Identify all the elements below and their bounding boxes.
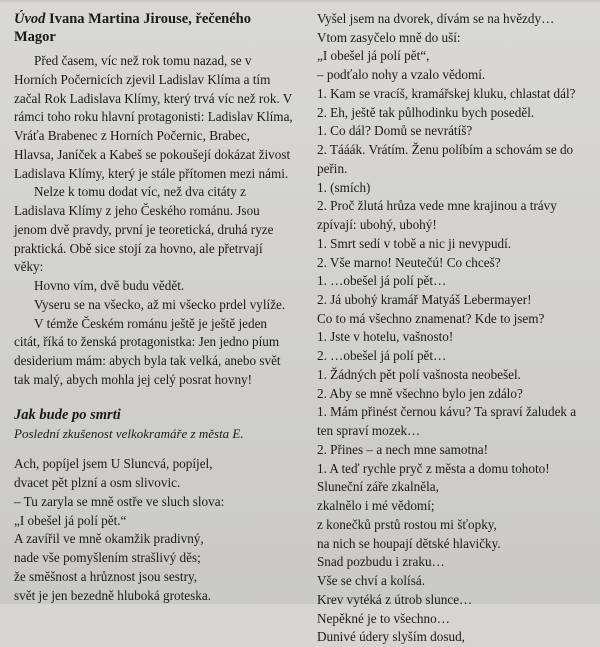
section-jak-bude-po-smrti [14,407,293,605]
poem-line: 1. Smrt sedí v tobě a nic ji nevypudí. [316,235,512,251]
poem-line: – podťalo nohy a vzalo vědomí. [316,67,486,83]
poem-line: 2. Přines – a nech mne samotna! [316,441,488,457]
poem-line: 1. Co dál? Domů se nevrátíš? [316,123,473,139]
section-heading-jak-bude-po-smrti: Jak bude po smrti [14,407,121,424]
poem-line: 2. Vše marno! Neutečú! Co chceš? [316,254,501,270]
poem-line: Co to má všechno znamenat? Kde to jsem? [316,310,545,326]
poem-line: nade vše pomyšlením strašlivý děs; [14,550,201,566]
paragraph-3: Hovno vím, dvě budu vědět. [34,278,185,294]
paragraph-5: V témže Českém románu ještě je ještě jeden citát, říká to ženská protagonistka: Jen jedno píum desiderium mám: abych byla tak velká, anebo svět tak malý, abych mohla jej celý posrat hovny! [14,315,281,387]
poem-line: Ach, popíjel jsem U Sluncvá, popíjel, [14,456,213,472]
poem-line: že směšnost a hrůznost jsou sestry, [14,568,198,584]
poem-line: 1. Mám přinést černou kávu? Ta spraví žaludek a ten spraví mozek… [316,404,580,439]
poem-line: Krev vytéká z útrob slunce… [316,591,473,607]
poem-line: z konečků prstů rostou mi šťopky, [316,516,497,532]
left-column [12,10,293,603]
poem-line: 1. Žádných pět polí vašnosta neobešel. [316,366,521,382]
poem-line: 2. …obešel já polí pět… [316,348,447,364]
paragraph-4: Vyseru se na všecko, až mi všecko prdel vylíže. [34,296,286,312]
poem-line: 2. Já ubohý kramář Matyáš Lebermayer! [316,292,532,308]
poem-line: 1. Jste v hotelu, vašnosto! [316,329,454,345]
poem-line: „I obešel já polí pět“, [316,48,430,64]
poem-line: Vyšel jsem na dvorek, dívám se na hvězdy… [316,11,555,26]
poem-line: 1. A teď rychle pryč z města a domu tohoto! [316,460,550,476]
poem-line: Vše se chví a kolísá. [316,573,426,589]
poem-line: 2. Proč žlutá hrůza vede mne krajinou a trávy zpívají: ubohý, ubohý! [316,198,561,233]
section-subtitle: Poslední zkušenost velkokramáře z města E. [14,426,244,442]
heading-rest-part: Ivana Martina Jirouse, řečeného Magor [14,11,251,46]
poem-line: 1. …obešel já polí pět… [316,273,447,289]
poem-line: zkalnělo i mé vědomí; [316,498,435,514]
poem-line: „I obešel já polí pět.“ [14,512,127,528]
poem-line: dvacet pět plzní a osm slivovic. [14,475,181,491]
poem-line: – Tu zaryla se mně ostře ve sluch slova: [14,493,225,509]
poem-line: Vtom zasyčelo mně do uší: [316,29,461,45]
poem-line: 2. Aby se mně všechno bylo jen zdálo? [316,385,523,401]
right-column [307,10,588,645]
poem-line: 2. Eh, ještě tak půlhodinku bych poseděl. [316,104,535,120]
poem-line: 1. (smích) [316,179,371,195]
poem-line: 2. Tááák. Vrátím. Ženu políbím a schovám se do peřin. [316,142,577,176]
heading-italic-part: Úvod [14,11,46,27]
paragraph-2: Nelze k tomu dodat víc, než dva citáty z Ladislava Klímy z jeho Českého románu. Jsou jenom dvě pravdy, první je teoretická, druhá ryze praktická. Obě sice stojí za hovno, ale přetrvají věky: [14,184,274,275]
section-heading-uvod [14,10,293,46]
poem-line: na nich se houpají dětské hlavičky. [316,535,501,551]
poem-line: 1. Kam se vracíš, kramářskej kluku, chlastat dál? [316,85,576,101]
poem-line: Dunivé údery slyším dosud, [316,629,465,645]
poem-line: Nepěkné je to všechno… [316,610,450,626]
page-top-shadow [0,0,600,3]
paragraph-1: Před časem, víc než rok tomu nazad, se v Horních Počernicích zjevil Ladislav Klíma a tím začal Rok Ladislava Klímy, který trvá víc než rok. V rámci toho roku hlavní protagonisti: Ladislav Klíma, Vráťa Brabenec z Horních Počernic, Brabec, Hlavsa, Janíček a Kabeš se pokoušejí dokázat živost Ladislava Klímy, který je stále přítomen mezi námi. [14,53,293,181]
poem-line: Sluneční záře zkalněla, [316,479,439,495]
poem-line: svět je jen bezedně hluboká groteska. [14,587,212,603]
poem-line: Snad pozbudu i zraku… [316,554,445,570]
poem-line: A zavířil ve mně okamžik pradivný, [14,531,204,547]
